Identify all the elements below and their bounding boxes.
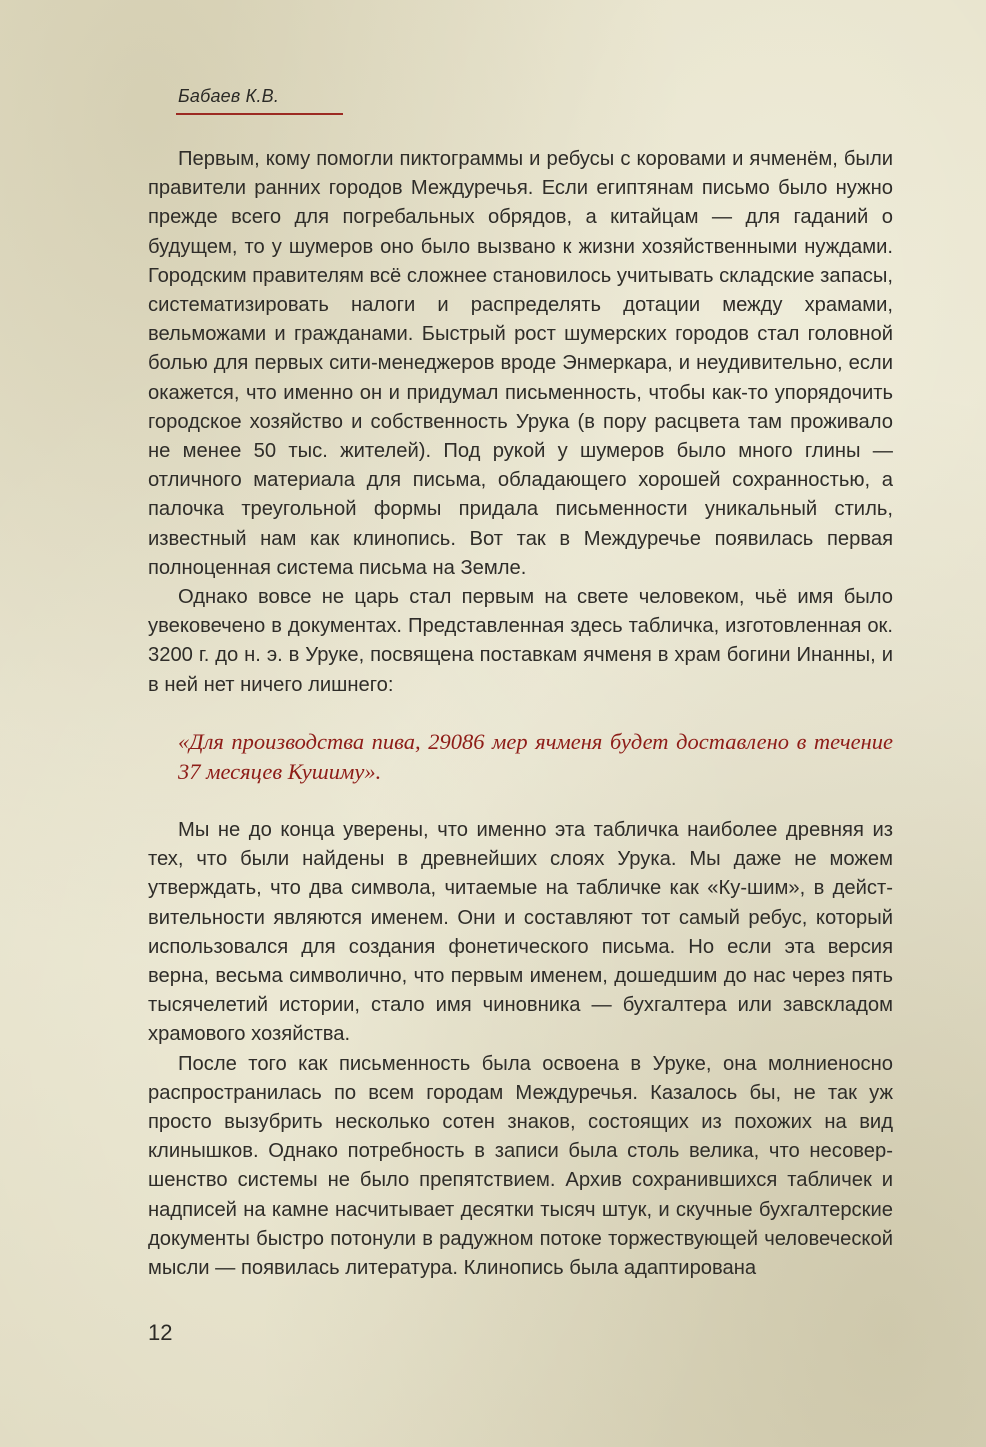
- paragraph: Однако вовсе не царь стал первым на свете человеком, чьё имя было увековечено в документах. Представленная здесь табличка, изготовленная ок. 3200 г. до н. э. в Уруке, посвящена поставкам ячменя в храм богини Инанны, и в ней нет ничего лишнего:: [148, 586, 893, 696]
- body-text-top: [148, 145, 893, 700]
- paragraph: После того как письменность была освоена в Уруке, она молниеносно распространилась по всем городам Междуречья. Казалось бы, не так уж просто вызубрить несколько сотен знаков, состоящих из похожих на вид клинышков. Однако потребность в записи была столь велика, что несовершенство системы не было препятствием. Архив сохранившихся табличек и надписей на камне насчитывает десятки тысяч штук, и скучные бухгалтерские документы быстро потонули в радужном потоке торжествующей человеческой мысли — появилась литература. Клинопись была адаптирована: [148, 1052, 893, 1280]
- running-head-author: Бабаев К.В.: [178, 86, 280, 106]
- header-rule: [176, 113, 343, 115]
- tablet-quote: «Для производства пива, 29086 мер ячменя будет доставлено в течение 37 месяцев Кушиму».: [178, 729, 893, 784]
- page-number: 12: [148, 1320, 173, 1345]
- body-text-bottom: [148, 816, 893, 1283]
- paragraph: Мы не до конца уверены, что именно эта табличка наиболее древняя из тех, что были найдены в древнейших слоях Урука. Мы даже не можем утверждать, что два символа, читаемые на табличке как «Ку-шим», в действительности являются именем. Они и составляют тот самый ребус, который использовался для создания фонетического письма. Но если эта версия верна, весьма символично, что первым именем, дошедшим до нас через пять тысячелетий истории, стало имя чиновника — бухгалтера или завскладом храмового хозяйства.: [148, 819, 893, 1046]
- paragraph: Первым, кому помогли пиктограммы и ребусы с коровами и ячменём, были правители ранних городов Междуречья. Если египтянам письмо было нужно прежде всего для погребальных обрядов, а китайцам — для гаданий о будущем, то у шумеров оно было вызвано к жизни хозяйственными нуждами. Городским правителям всё сложнее становилось учитывать складские запасы, систематизировать налоги и распределять дотации между храмами, вельможами и гражданами. Быстрый рост шумерских городов стал головной болью для первых сити-менеджеров вроде Энмеркара, и неудивительно, если окажется, что именно он и придумал письменность, чтобы как-то упорядочить городское хозяйство и собственность Урука (в пору расцвета там проживало не менее 50 тыс. жителей). Под рукой у шумеров было много глины — отличного материала для письма, обладающего хорошей сохранностью, а палочка треугольной формы придала письменности уникальный стиль, известный нам как клинопись. Вот так в Междуречье появилась первая полноценная система письма на Земле.: [148, 148, 893, 579]
